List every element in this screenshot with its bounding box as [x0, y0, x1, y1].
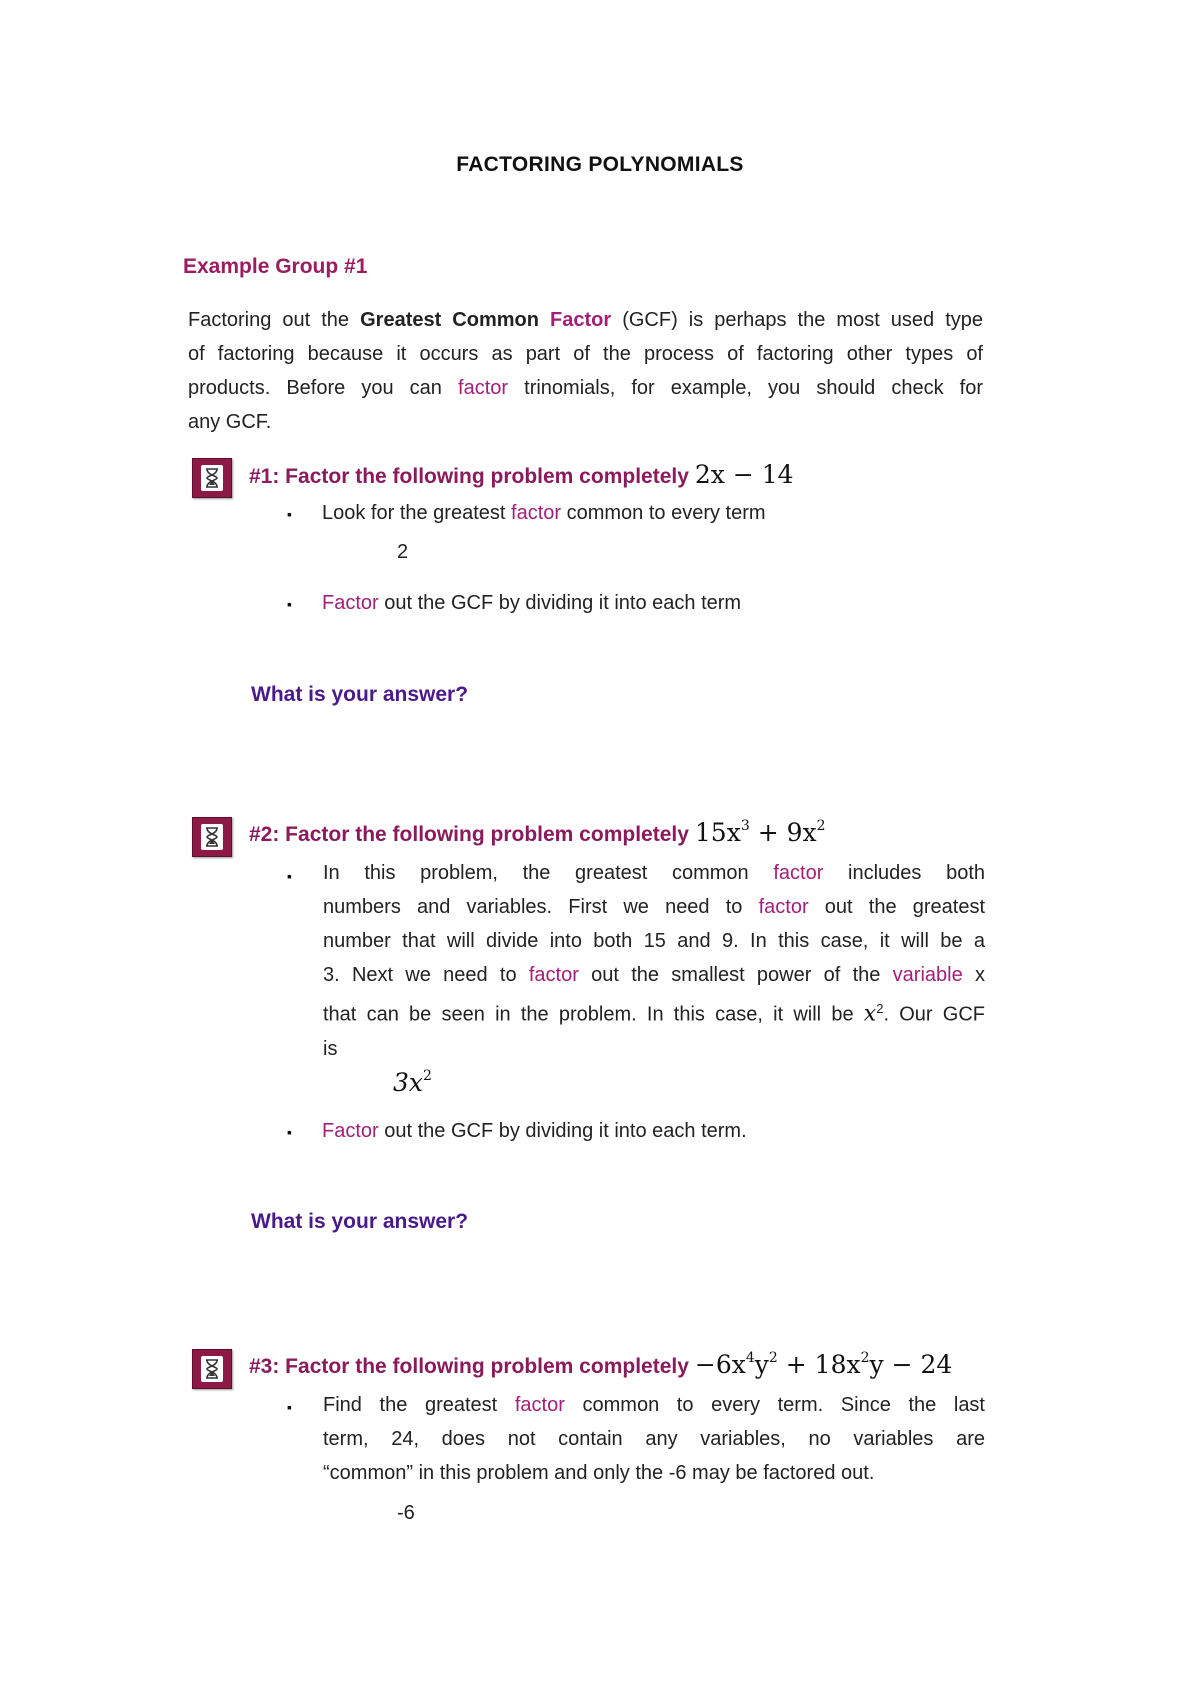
step-text: that can be seen in the problem. In this case, it will be — [323, 1003, 854, 1026]
factor-link[interactable]: factor — [528, 964, 579, 986]
math-term: 3x — [393, 1068, 424, 1097]
math-term: y — [754, 1350, 769, 1379]
math-exponent: 2 — [876, 1001, 884, 1016]
factor-link[interactable]: factor — [458, 377, 509, 399]
math-exponent: 3 — [740, 817, 750, 834]
intro-line-3 — [188, 371, 983, 405]
factor-link[interactable]: Factor — [322, 1120, 379, 1142]
step-line: term, 24, does not contain any variables, no variables are — [323, 1428, 985, 1450]
problem-1-expression: 2x − 14 — [694, 460, 794, 489]
step-text: Find the greatest — [323, 1394, 498, 1416]
factor-link[interactable]: Factor — [322, 592, 379, 614]
step-text: In this problem, the greatest common — [323, 862, 749, 884]
problem-2-step-1 — [323, 856, 985, 1066]
problem-heading-text: #3: Factor the following problem completely — [249, 1355, 689, 1378]
step-text: 3. Next we need to — [323, 964, 517, 986]
math-term: y − 24 — [869, 1350, 953, 1379]
step-line — [323, 1388, 985, 1422]
step-text: x — [974, 964, 985, 986]
problem-1-heading — [249, 460, 794, 489]
problem-2-gcf — [393, 1068, 432, 1097]
intro-line-4: any GCF. — [188, 411, 272, 433]
problem-3-expression — [695, 1350, 952, 1379]
answer-prompt: What is your answer? — [251, 1210, 469, 1233]
step-text: out the GCF by dividing it into each term — [384, 592, 742, 614]
problem-2-heading — [249, 818, 826, 847]
step-text: common to every term — [566, 502, 766, 524]
math-exponent: 2 — [768, 1349, 778, 1366]
bullet-icon: ▪ — [287, 506, 292, 522]
step-line — [323, 856, 985, 890]
problem-heading-text: #2: Factor the following problem completely — [249, 823, 689, 846]
bullet-icon: ▪ — [287, 1124, 292, 1140]
bullet-icon: ▪ — [287, 1399, 292, 1415]
intro-text: Factoring out the — [188, 309, 350, 331]
problem-heading-text: #1: Factor the following problem completely — [249, 465, 689, 488]
intro-text: trinomials, for example, you should check for — [524, 377, 984, 399]
intro-line-2: of factoring because it occurs as part of the process of factoring other types of — [188, 343, 983, 365]
hourglass-icon — [192, 1349, 232, 1389]
intro-text: (GCF) is perhaps the most used type — [622, 309, 983, 331]
step-line — [323, 890, 985, 924]
intro-term-bold: Greatest Common — [360, 309, 539, 331]
factor-link[interactable]: factor — [511, 502, 562, 524]
step-line: “common” in this problem and only the -6 may be factored out. — [323, 1462, 875, 1484]
problem-2-expression — [695, 818, 826, 847]
math-term: + 18x — [777, 1350, 861, 1379]
factor-link[interactable]: factor — [773, 862, 824, 884]
bullet-icon: ▪ — [287, 596, 292, 612]
math-term: 15x — [694, 818, 741, 847]
math-exponent: 2 — [816, 817, 826, 834]
math-exponent: 4 — [745, 1349, 755, 1366]
step-line: number that will divide into both 15 and 9. In this case, it will be a — [323, 930, 985, 952]
step-line — [323, 958, 985, 992]
math-term: −6x — [694, 1350, 746, 1379]
intro-text: products. Before you can — [188, 377, 442, 399]
step-text: out the smallest power of the — [591, 964, 881, 986]
step-text: out the greatest — [824, 896, 986, 918]
problem-3-heading — [249, 1350, 952, 1379]
factor-link[interactable]: Factor — [550, 309, 612, 331]
step-text: common to every term. Since the last — [582, 1394, 985, 1416]
math-exponent: 2 — [423, 1067, 432, 1084]
variable-link[interactable]: variable — [892, 964, 963, 986]
factor-link[interactable]: factor — [758, 896, 809, 918]
math-term: x — [863, 1001, 877, 1027]
math-exponent: 2 — [860, 1349, 870, 1366]
step-text: Look for the greatest — [322, 502, 506, 524]
intro-line-1 — [188, 303, 983, 337]
page-title: FACTORING POLYNOMIALS — [456, 153, 744, 176]
step-line — [323, 992, 985, 1032]
answer-prompt: What is your answer? — [251, 683, 469, 706]
step-line: is — [323, 1037, 338, 1060]
step-text: numbers and variables. First we need to — [323, 896, 743, 918]
problem-1-step-2 — [322, 586, 741, 620]
problem-1-step-1 — [322, 496, 766, 530]
math-term: + 9x — [749, 818, 817, 847]
step-text: includes both — [848, 862, 986, 884]
hourglass-icon — [192, 817, 232, 857]
hourglass-icon — [192, 458, 232, 498]
bullet-icon: ▪ — [287, 868, 292, 884]
problem-3-step-1 — [323, 1388, 985, 1490]
factor-link[interactable]: factor — [514, 1394, 565, 1416]
section-heading: Example Group #1 — [183, 255, 368, 278]
intro-paragraph — [188, 303, 983, 439]
problem-1-gcf: 2 — [397, 541, 409, 563]
step-text: . Our GCF — [883, 1003, 985, 1026]
problem-2-step-2 — [322, 1114, 747, 1148]
problem-3-gcf: -6 — [397, 1502, 415, 1524]
step-text: out the GCF by dividing it into each term. — [384, 1120, 747, 1142]
